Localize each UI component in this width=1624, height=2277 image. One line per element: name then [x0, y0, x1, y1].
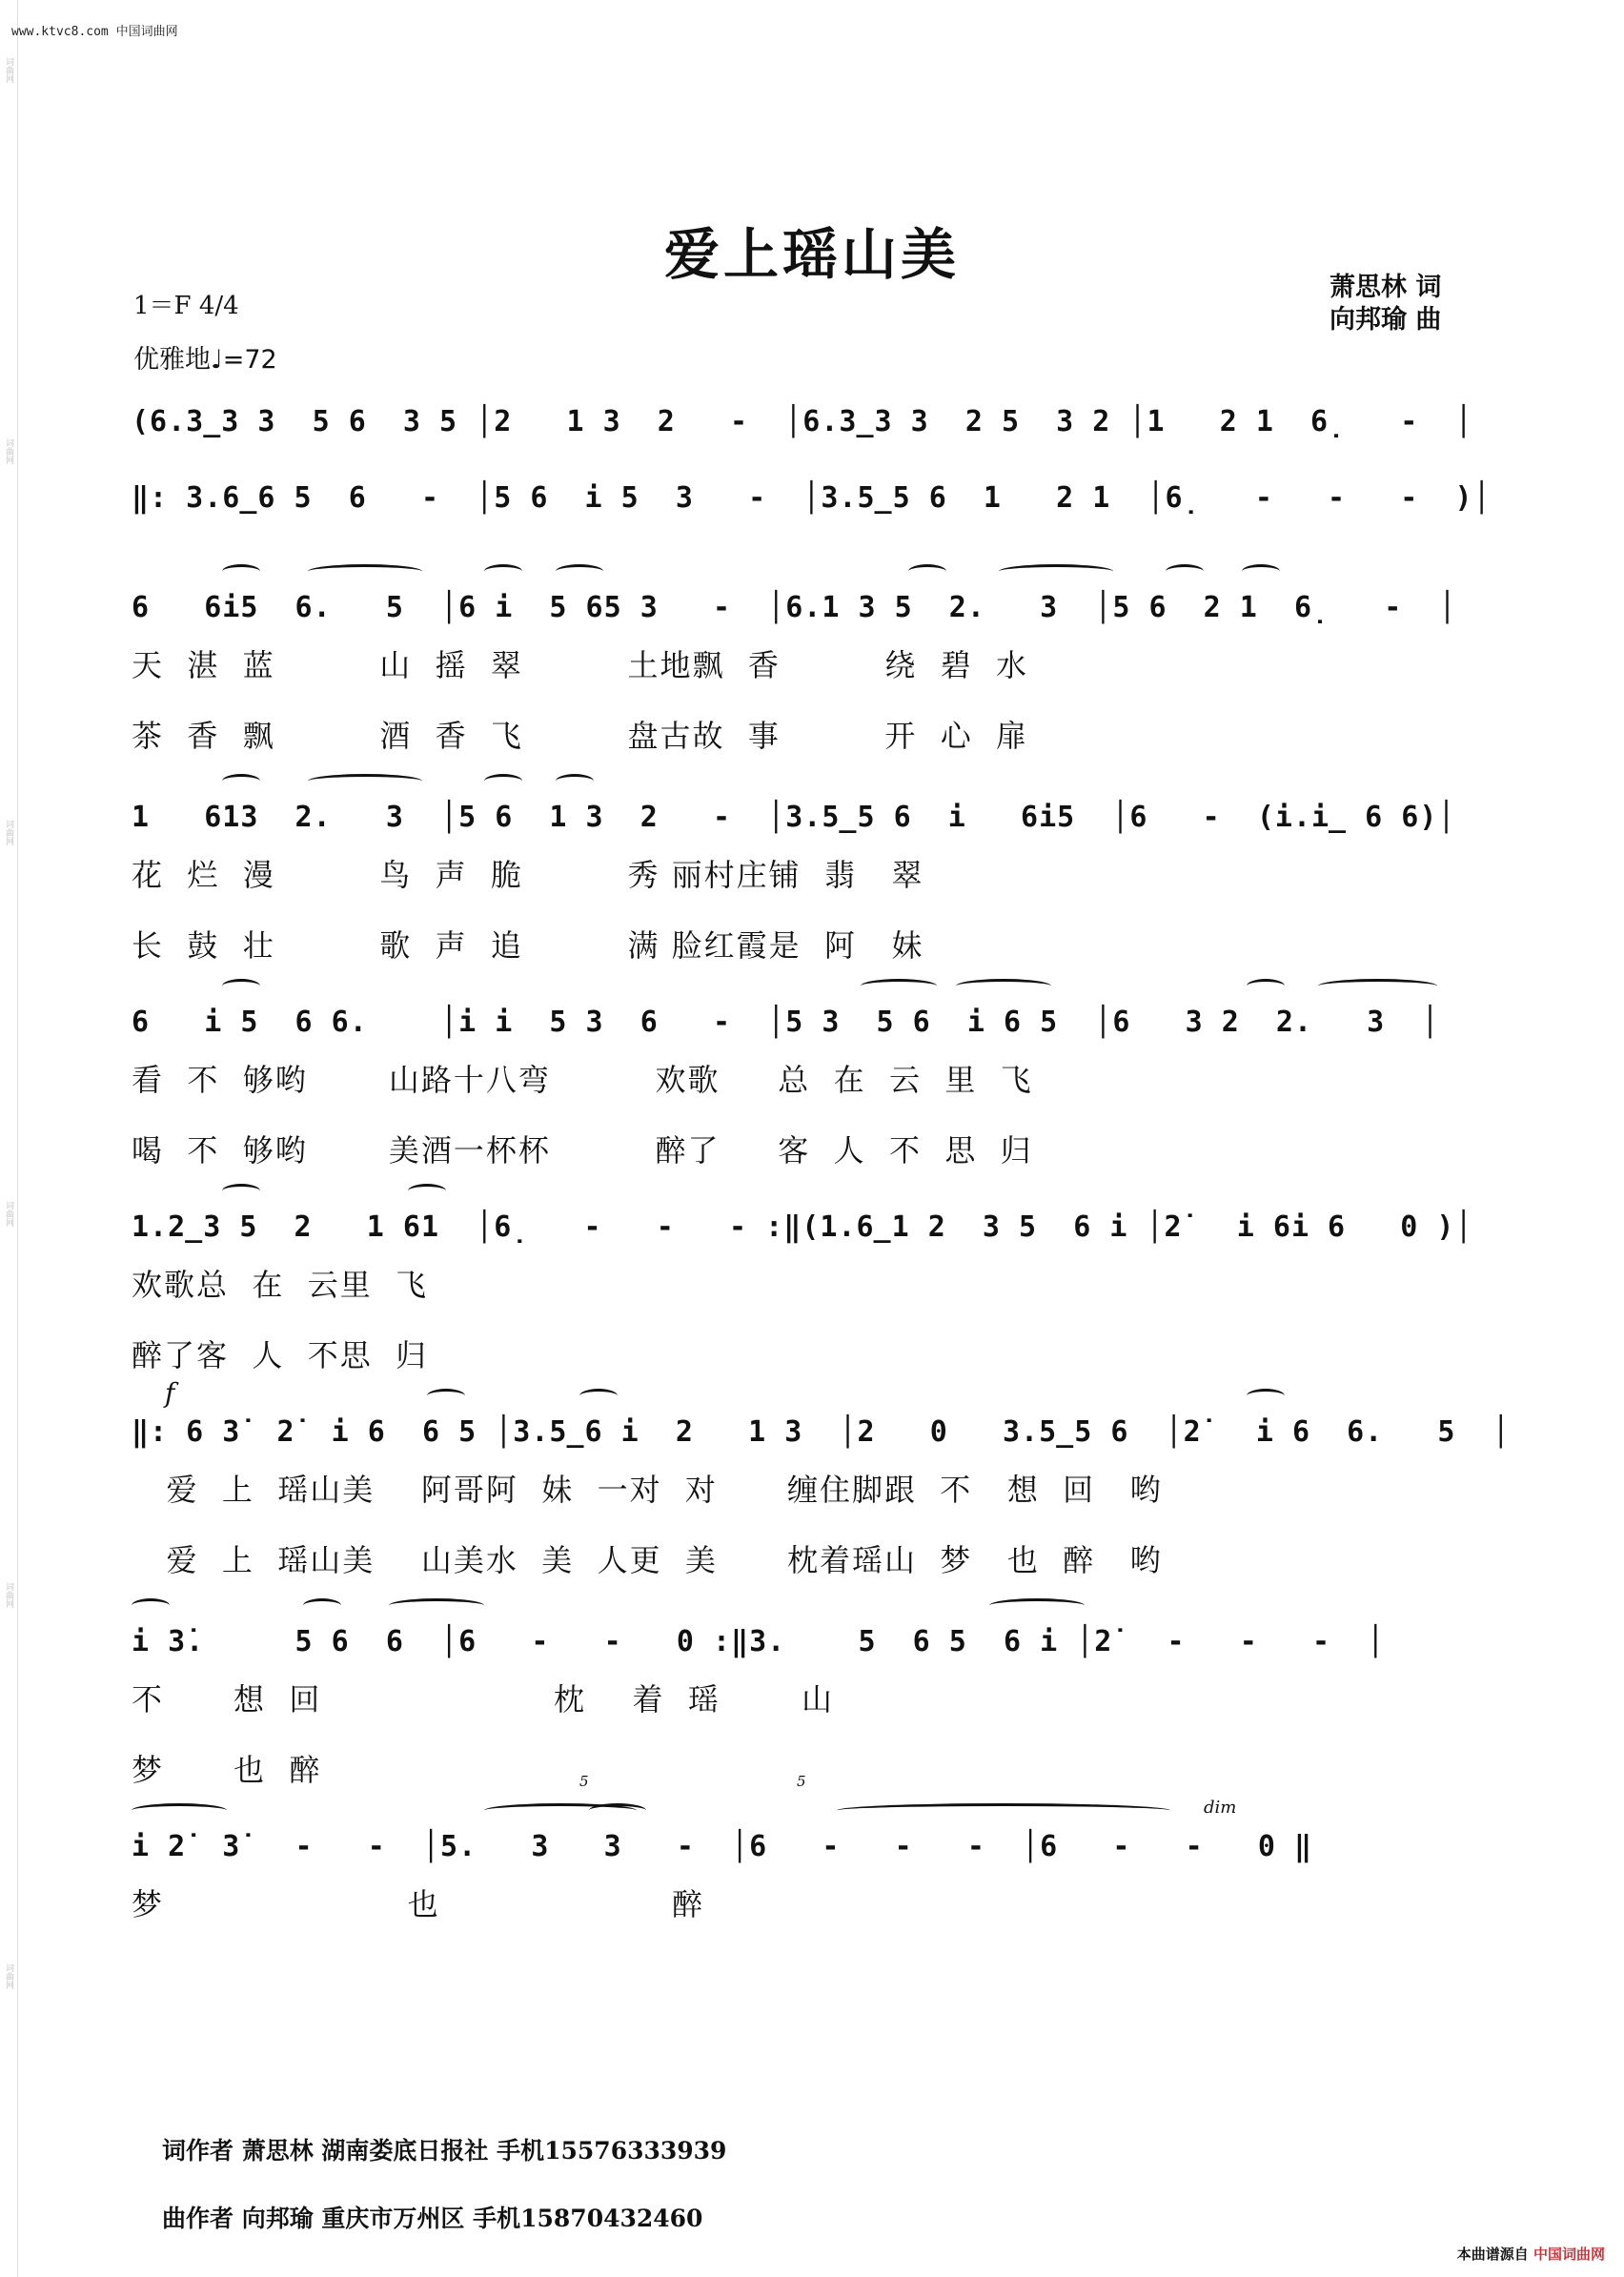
slur-mark [222, 774, 260, 788]
lyric-verse-1: 不 想 回 枕 着 瑶 山 [132, 1681, 835, 1718]
slur-mark [1247, 979, 1285, 993]
lyric-verse-1: 天 湛 蓝 山 摇 翠 土地飘 香 绕 碧 水 [132, 647, 1029, 683]
score-row [132, 1210, 1496, 1375]
composer-credit: 向邦瑜 曲 [1330, 305, 1442, 335]
lyric-verse-2: 长 鼓 壮 歌 声 追 满 脸红霞是 阿 妹 [132, 927, 924, 964]
notation-line: ‖: 3.6̲6 5 6 - │5 6 i 5 3 - │3.5̲5 6 1 2 1 │6̣ - - - )│ [132, 481, 1492, 515]
source-label: 本曲谱源自 [1456, 2246, 1529, 2263]
lyric-verse-1: 梦 也 醉 [132, 1886, 705, 1922]
score-row [132, 1773, 1496, 1924]
composer-contact: 曲作者 向邦瑜 重庆市万州区 手机15870432460 [162, 2205, 703, 2232]
notation-line: (6.3̲3 3 5 6 3 5 │2 1 3 2 - │6.3̲3 3 2 5 3 2 │1 2 1 6̣ - │ [132, 405, 1473, 438]
score-row [132, 801, 1496, 966]
lyric-verse-1: 欢歌总 在 云里 飞 [132, 1267, 429, 1303]
slur-mark [484, 774, 522, 788]
slur-mark [837, 1803, 1170, 1818]
lyric-verse-2: 茶 香 飘 酒 香 飞 盘古故 事 开 心 扉 [132, 718, 1029, 754]
lyricist-credit: 萧思林 词 [1330, 273, 1442, 302]
slur-mark [556, 774, 594, 788]
forte-marking: f [165, 1377, 175, 1409]
grace-note: 5 [797, 1773, 806, 1790]
key-signature: 1＝F 4/4 [133, 292, 239, 320]
slur-mark [556, 564, 603, 579]
grace-note: 5 [579, 1773, 589, 1790]
slur-mark [427, 1389, 465, 1403]
left-margin-strip [0, 0, 18, 2277]
slur-mark [484, 564, 522, 579]
score-row [132, 1006, 1496, 1170]
slur-mark [222, 564, 260, 579]
slur-mark [222, 979, 260, 993]
slur-mark [408, 1184, 446, 1198]
source-brand-link[interactable]: 中国词曲网 [1533, 2246, 1605, 2263]
lyric-verse-1: 花 烂 漫 鸟 声 脆 秀 丽村庄铺 翡 翠 [132, 857, 924, 893]
slur-mark [132, 1598, 170, 1613]
slur-mark [308, 774, 422, 788]
song-title: 爱上瑶山美 [663, 222, 960, 287]
watermark-text: 词曲网 [4, 1201, 13, 1227]
lyric-verse-2: 喝 不 够哟 美酒一杯杯 醉了 客 人 不 思 归 [132, 1132, 1033, 1169]
lyricist-contact: 词作者 萧思林 湖南娄底日报社 手机15576333939 [162, 2137, 727, 2165]
score-row [132, 1377, 1511, 1580]
slur-mark [1166, 564, 1204, 579]
slur-mark [999, 564, 1113, 579]
lyric-verse-2: 爱 上 瑶山美 山美水 美 人更 美 枕着瑶山 梦 也 醉 哟 [132, 1542, 1163, 1578]
slur-mark [222, 1184, 260, 1198]
slur-mark [908, 564, 946, 579]
notation-line: 1.2̲3 5 2 1 61 │6̣ - - - :‖(1.6̲1 2 3 5 6 i │2̇ i 6i 6 0 )│ [132, 1210, 1473, 1244]
notation-line: i 3̇. 5 6 6 │6 - - 0 :‖3. 5 6 5 6 i │2̇ - - - │ [132, 1625, 1386, 1658]
source-attribution [1457, 2244, 1605, 2264]
notation-line: 1 613 2. 3 │5 6 1 3 2 - │3.5̲5 6 i 6i5 │6 - (i.i̲ 6 6)│ [132, 801, 1456, 834]
slur-mark [389, 1598, 484, 1613]
site-header-url[interactable]: www.ktvc8.com 中国词曲网 [11, 25, 178, 39]
notation-line: ‖: 6 3̇ 2̇ i 6 6 5 │3.5̲6 i 2 1 3 │2 0 3.5̲5 6 │2̇ i 6 6. 5 │ [132, 1415, 1511, 1449]
slur-mark [1242, 564, 1280, 579]
lyric-verse-1: 看 不 够哟 山路十八弯 欢歌 总 在 云 里 飞 [132, 1062, 1033, 1098]
lyric-verse-2: 梦 也 醉 [132, 1752, 322, 1788]
slur-mark [1247, 1389, 1285, 1403]
lyric-verse-2: 醉了客 人 不思 归 [132, 1337, 429, 1373]
notation-line: 6 i 5 6 6. │i i 5 3 6 - │5 3 5 6 i 6 5 │6 3 2 2. 3 │ [132, 1006, 1440, 1039]
watermark-text: 词曲网 [4, 57, 13, 83]
slur-mark [308, 564, 422, 579]
score-row [132, 405, 1496, 438]
tempo-marking: 优雅地♩=72 [133, 345, 277, 375]
watermark-text: 词曲网 [4, 820, 13, 845]
lyric-verse-1: 爱 上 瑶山美 阿哥阿 妹 一对 对 缠住脚跟 不 想 回 哟 [132, 1472, 1163, 1508]
slur-mark [579, 1389, 618, 1403]
slur-mark [1318, 979, 1437, 993]
dim-marking: dim [1204, 1798, 1237, 1818]
credits-block [1330, 272, 1441, 336]
notation-line: 6 6i5 6. 5 │6 i 5 65 3 - │6.1 3 5 2. 3 │5 6 2 1 6̣ - │ [132, 591, 1457, 624]
notation-line: i 2̇ 3̇ - - │5. 3 3 - │6 - - - │6 - - 0 ‖ [132, 1830, 1312, 1863]
score-row [132, 481, 1496, 515]
slur-mark [989, 1598, 1085, 1613]
watermark-text: 词曲网 [4, 1963, 13, 1989]
slur-mark [589, 1803, 646, 1818]
score-row [132, 591, 1496, 756]
slur-mark [861, 979, 937, 993]
slur-mark [132, 1803, 227, 1818]
slur-mark [303, 1598, 341, 1613]
watermark-text: 词曲网 [4, 1582, 13, 1608]
score-row [132, 1625, 1496, 1790]
slur-mark [956, 979, 1051, 993]
watermark-text: 词曲网 [4, 438, 13, 464]
